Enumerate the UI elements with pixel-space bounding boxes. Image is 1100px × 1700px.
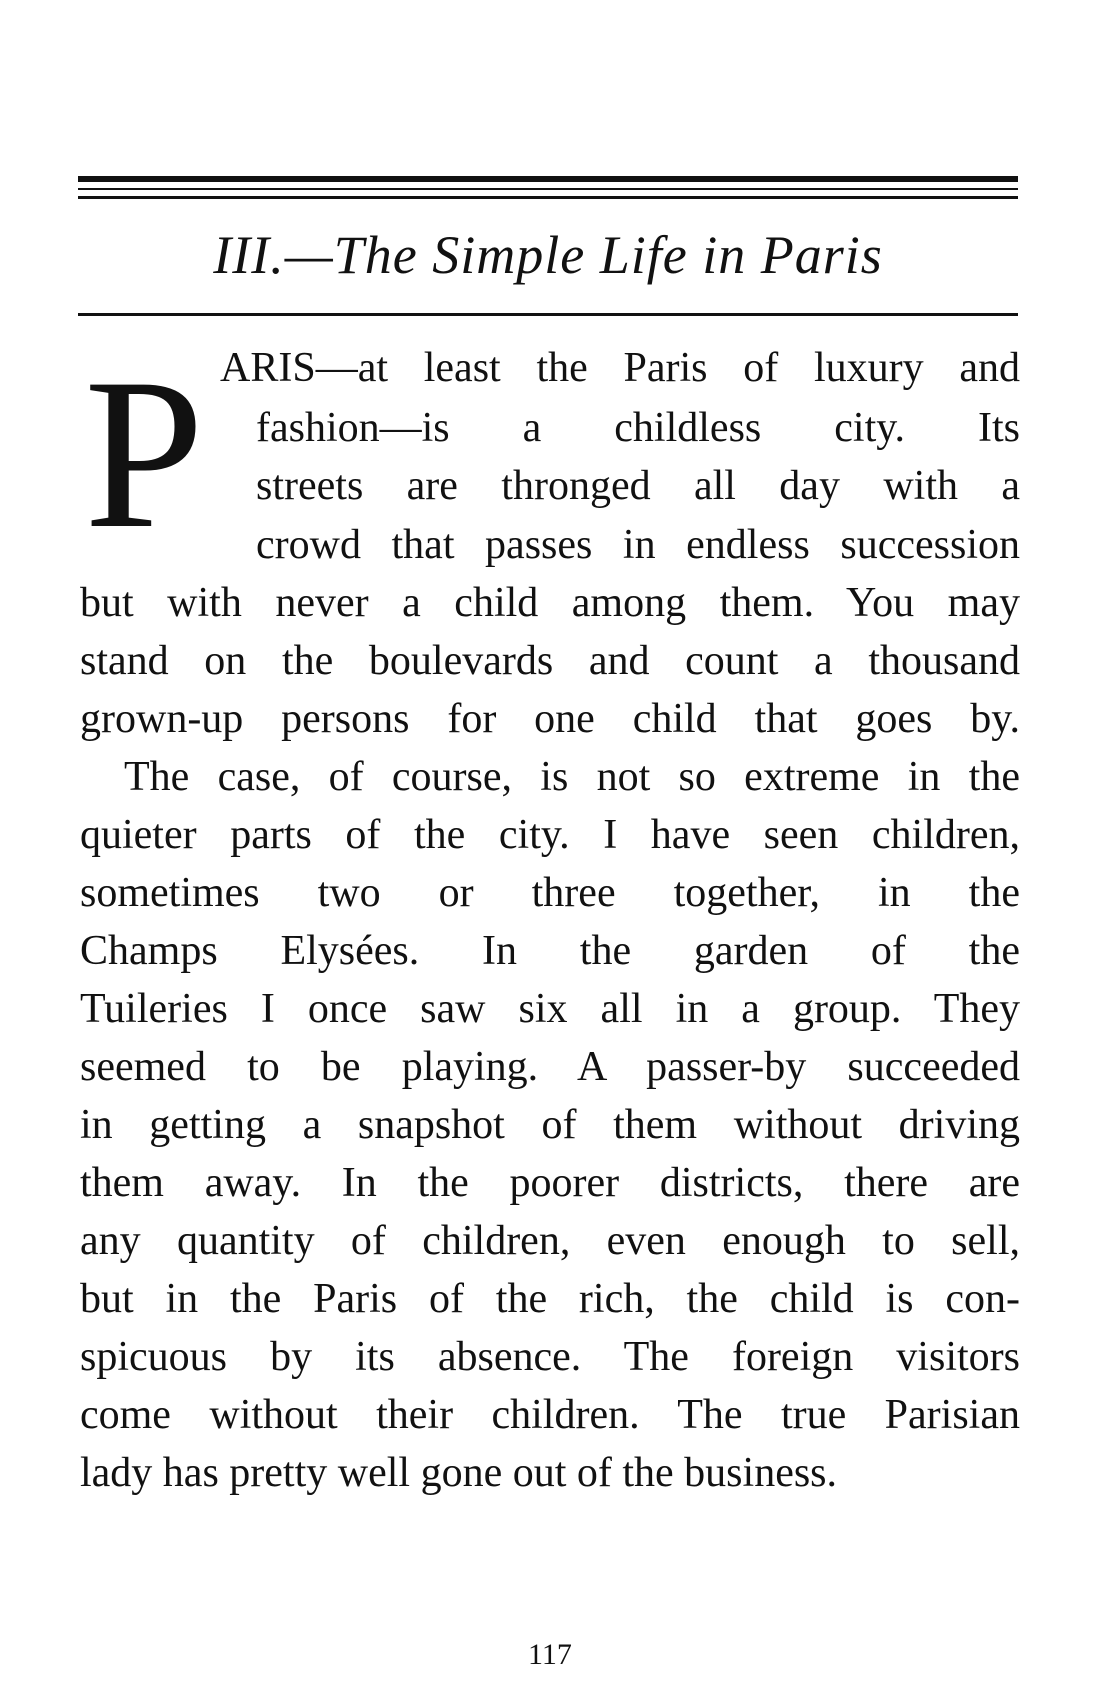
text-line: any quantity of children, even enough to sell,: [80, 1218, 1020, 1264]
text-line: fashion—is a childless city. Its: [256, 405, 1020, 451]
text-line: streets are thronged all day with a: [256, 463, 1020, 509]
header-rule-lower: [78, 196, 1018, 199]
drop-cap-letter: P: [84, 334, 205, 573]
text-line: in getting a snapshot of them without driving: [80, 1102, 1020, 1148]
text-line: quieter parts of the city. I have seen children,: [80, 812, 1020, 858]
text-line: Champs Elysées. In the garden of the: [80, 928, 1020, 974]
text-line: Tuileries I once saw six all in a group. They: [80, 986, 1020, 1032]
chapter-title: III.—The Simple Life in Paris: [213, 225, 883, 285]
text-line: seemed to be playing. A passer-by succeeded: [80, 1044, 1020, 1090]
text-line: come without their children. The true Parisian: [80, 1392, 1020, 1438]
text-line: grown-up persons for one child that goes by.: [80, 696, 1020, 742]
paragraph-first-line: The case, of course, is not so extreme in the: [124, 754, 1020, 800]
title-underline-rule: [78, 313, 1018, 316]
text-line: stand on the boulevards and count a thousand: [80, 638, 1020, 684]
text-line: them away. In the poorer districts, there are: [80, 1160, 1020, 1206]
text-line: sometimes two or three together, in the: [80, 870, 1020, 916]
header-rule-thick: [78, 176, 1018, 182]
paragraph-last-line: lady has pretty well gone out of the business.: [80, 1450, 838, 1496]
page-number: 117: [528, 1638, 572, 1671]
text-line: but with never a child among them. You may: [80, 580, 1020, 626]
header-rule-thin: [78, 188, 1018, 190]
text-line: ARIS—at least the Paris of luxury and: [220, 345, 1020, 391]
text-line: spicuous by its absence. The foreign visitors: [80, 1334, 1020, 1380]
text-line: but in the Paris of the rich, the child is con-: [80, 1276, 1020, 1322]
text-line: crowd that passes in endless succession: [256, 522, 1020, 568]
